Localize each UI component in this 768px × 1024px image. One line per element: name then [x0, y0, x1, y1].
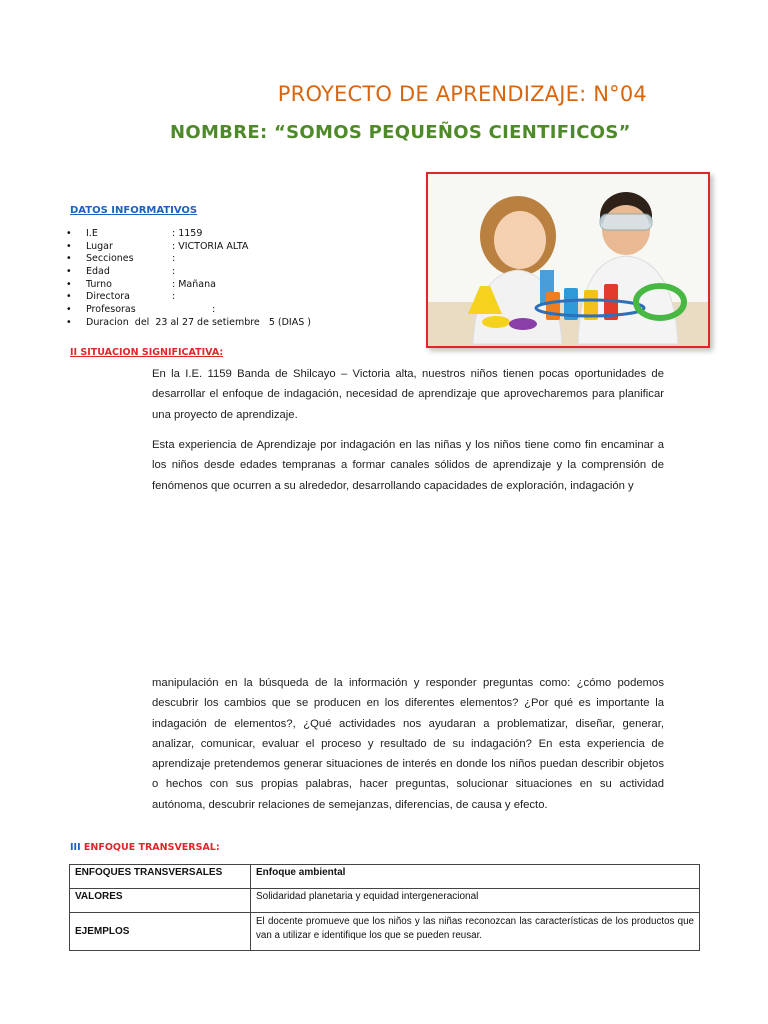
- row-value: Solidaridad planetaria y equidad intergeneracional: [251, 889, 700, 913]
- bullet-icon: •: [66, 316, 72, 328]
- heading-number: III: [70, 842, 81, 853]
- row-value: El docente promueve que los niños y las niñas reconozcan las características de los productos que van a utilizar e identifique los que se pueden reusar.: [251, 913, 700, 951]
- table-row: [70, 865, 700, 889]
- item-label: Secciones: [86, 253, 134, 265]
- bullet-icon: •: [66, 278, 72, 290]
- children-science-photo: [426, 172, 710, 348]
- situacion-paragraph-3: manipulación en la búsqueda de la información y responder preguntas como: ¿cómo podemos descubrir los cambios que se producen en los diferentes elementos? ¿Por qué es importante la indagación de elementos?, ¿Qué actividades nos ayudaran a problematizar, diseñar, generar, analizar, comunicar, evaluar el proceso y resultado de su indagación? En esta experiencia de aprendizaje pretendemos generar situaciones de interés en donde los niños puedan describir objetos o hechos con sus propias palabras, hacer preguntas, solucionar situaciones en su actividad autónoma, descubrir relaciones de semejanzas, diferencias, de causa y efecto.: [152, 677, 664, 811]
- bullet-icon: •: [66, 304, 72, 316]
- bullet-icon: •: [66, 266, 72, 278]
- item-label: Turno: [86, 278, 112, 290]
- item-label: Duracion del 23 al 27 de setiembre 5 (DIAS ): [86, 316, 311, 328]
- datos-heading: DATOS INFORMATIVOS: [70, 205, 198, 216]
- bullet-icon: •: [66, 253, 72, 265]
- item-value: : 1159: [172, 228, 203, 239]
- bullet-icon: •: [66, 291, 72, 303]
- item-value: : VICTORIA ALTA: [172, 240, 249, 252]
- row-label: VALORES: [70, 889, 251, 913]
- row-label: ENFOQUES TRANSVERSALES: [70, 865, 251, 889]
- item-value: :: [172, 266, 176, 278]
- item-value: :: [172, 291, 176, 303]
- item-label: Directora: [86, 291, 130, 303]
- item-value: :: [212, 304, 216, 316]
- page-title: PROYECTO DE APRENDIZAJE: N°04: [277, 82, 647, 106]
- table-row: [70, 889, 700, 913]
- item-label: Lugar: [86, 240, 113, 252]
- enfoque-table: [69, 864, 700, 951]
- item-label: Profesoras: [86, 304, 136, 316]
- row-value: Enfoque ambiental: [251, 865, 700, 889]
- bullet-icon: •: [66, 240, 72, 252]
- enfoque-heading: [70, 842, 220, 853]
- project-name: NOMBRE: “SOMOS PEQUEÑOS CIENTIFICOS”: [170, 122, 631, 143]
- situacion-paragraph-2: Esta experiencia de Aprendizaje por indagación en las niñas y los niños tiene como fin encaminar a los niños desde edades tempranas a formar canales sólidos de aprendizaje y la comprensión de fenómenos que ocurren a su alrededor, desarrollando capacidades de exploración, indagación y: [152, 439, 664, 492]
- situacion-paragraph-1: En la I.E. 1159 Banda de Shilcayo – Victoria alta, nuestros niños tienen pocas oportunidades de desarrollar el enfoque de indagación, necesidad de aprendizaje que aprovecharemos para planificar una proyecto de aprendizaje.: [152, 368, 664, 421]
- item-value: :: [172, 253, 176, 265]
- item-value: : Mañana: [172, 278, 216, 290]
- science-kids-illustration: [428, 174, 708, 346]
- heading-text: ENFOQUE TRANSVERSAL:: [80, 842, 220, 853]
- situacion-heading: II SITUACION SIGNIFICATIVA:: [70, 347, 224, 358]
- item-label: Edad: [86, 266, 110, 278]
- row-label: EJEMPLOS: [70, 913, 251, 951]
- bullet-icon: •: [66, 228, 72, 239]
- table-row: [70, 913, 700, 951]
- item-label: I.E: [86, 228, 98, 239]
